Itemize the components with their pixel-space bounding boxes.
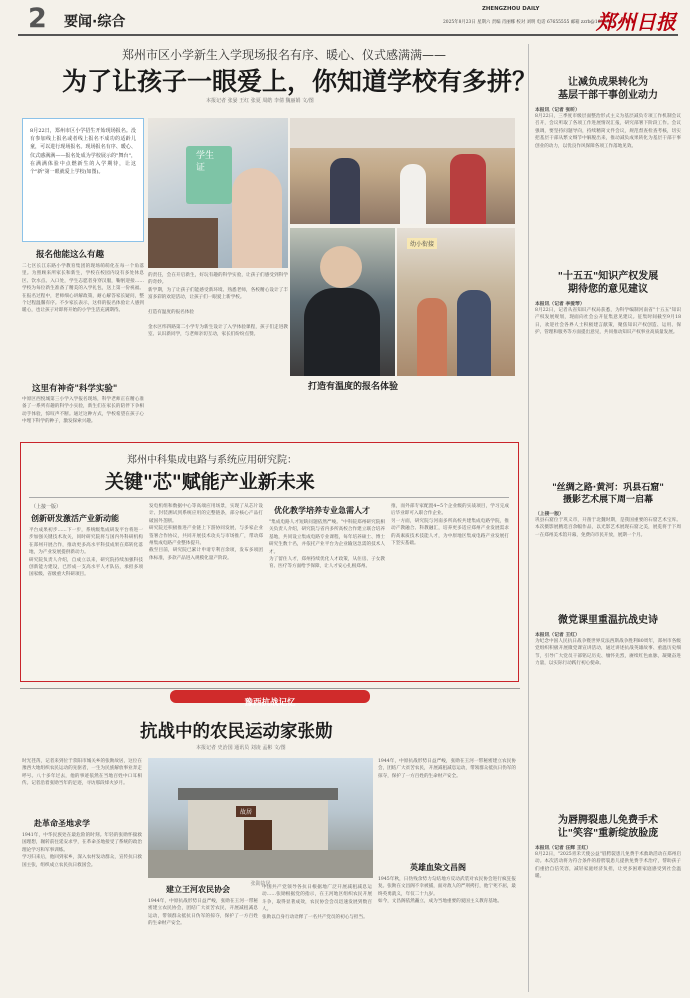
right-sidebar (528, 44, 680, 992)
page-number: 2 (28, 3, 47, 34)
lead-body-2: 中原区西悦城第三小学入学报名现场，科学老师正在精心准备了一系列有趣的科学小实验，新生们在家长的陪伴下争相动手体验，惊叹声不断。通过这种方式，学校希望在孩子心中埋下科学的种子，激发探索兴趣。 (22, 397, 144, 425)
farmer-photo (148, 758, 373, 878)
lead-summary-box (22, 118, 144, 242)
sidebar-item-0-body: 8月22日，三季度市级层面整治形式主义为基层减负专项工作机制会议召开，会议听取了各项工作进展情况汇报，研究部署下阶段工作。会议强调，要坚持问题导向，持续精简文件会议，规范督查检查考核，切实把基层干部从繁文缛节中解脱出来，推动减负成果转化为基层干部干事创业的动力，以优良作风保障各项工作落地见效。 (535, 114, 681, 149)
farmer-body-2: 1944年，中原抗战形势日益严峻，张勋在王河一带秘密建立农民协会，团结广大贫苦农民，开展减租减息运动，带领群众抵抗日伪军的掠夺，保护了一方百姓的生命财产安全。 (148, 899, 258, 927)
sidebar-item-1-title: "十五五"知识产权发展 期待您的意见建议 (557, 271, 659, 295)
sidebar-item-3-title: 微党课里重温抗战史诗 (558, 615, 658, 626)
farmer-photo-sign: 故居 (236, 806, 256, 817)
farmer-body-3: 1945年秋，日伪残余势力勾结地方反动武装对农民协会进行疯狂报复。张勋在文昌阁不幸被捕，面对敌人的严刑拷打，他宁死不屈，最终英勇就义，年仅二十九岁。 如今，文昌阁依然矗立，成为当地重要的爱国主义教育基地。 (378, 877, 516, 905)
farmer-subhead-2: 建立王河农民协会 (166, 885, 230, 894)
lead-mid-text: 的责任，会在开启新生，好玩有趣的科学实验，让孩子们感受到科学的奇妙。 新学期，为了让孩子们能感受新环境、熟悉老师，各校精心设计了丰富多彩的欢迎活动，让孩子们一眼爱上新学校。 打造有温度的报名体验 金水区纬四路第二小学专为新生设计了入学体验课程，孩子们走进教室、认识新同学，与老师亲切互动，家长们纷纷点赞。 (148, 273, 288, 338)
student-card-label: 学生证 (196, 151, 215, 173)
sidebar-item-1-body: 8月22日，记者从省知识产权局获悉，为科学编制河南省"十五五"知识产权发展规划，现面向社会公开征集意见建议。征集时间截至9月18日，欢迎社会各界人士积极建言献策，聚焦知识产权创造、运用、保护、管理和服务等方面提出意见，共同推动知识产权事业高质量发展。 (535, 308, 681, 336)
sidebar-item-0 (535, 76, 681, 255)
sidebar-item-2-byline: （上接一版） (535, 511, 564, 517)
sidebar-item-1-byline: 本报讯（记者 李爱琴） (535, 301, 585, 307)
sidebar-item-3-body: 为纪念中国人民抗日战争暨世界反法西斯战争胜利80周年，郑州市各级党组织积极开展微党课宣讲活动，通过讲述抗战英雄故事、重温历史细节，引导广大党员干部铭记历史、缅怀先烈，赓续红色血脉，凝聚奋进力量，以实际行动践行初心使命。 (535, 639, 681, 667)
lead-body-1: 二七区长江东路小学教育集团的现场萌萌化在每一个角落里。为照顾来所家长和新生，学校在校园内设有多处休息区、饮水点。入口处，学生志愿者身穿汉服，鞠躬迎接……学校为每位新生准备了精美的入学礼包，送上第一份祝福。在报名过程中，老师细心讲解政策，耐心解答家长疑问，整个过程温馨有序。不少家长表示，这样的报名体验让人感到暖心，也让孩子对即将开始的小学生活充满期待。 (22, 264, 144, 314)
sidebar-item-0-title: 让减负成果转化为 基层干部干事创业动力 (558, 77, 658, 101)
sidebar-item-4-byline: 本报讯（记者 汪辉 王红） (535, 845, 592, 851)
classroom-sign: 幼小衔接 (407, 238, 437, 249)
chip-col-2: 发电机组和数据中心等高端应用场景，实现了从芯片设计、封装测试到系统应用的完整链条，部分核心产品打破国外垄断。 研究院还积极推进产业链上下游协同发展，与多家企业签署合作协议，共同开展技术攻关与市场推广，带动郑州集成电路产业整体提升。 截至目前，研究院已累计申请专利百余项，发布多项团体标准，多款产品进入规模化量产阶段。 (149, 504, 263, 561)
sidebar-item-2-title: "丝绸之路·黄河：巩县石窟" 摄影艺术展下周一启幕 (552, 483, 664, 505)
sidebar-item-3 (535, 614, 681, 798)
date-line: 2025年8月23日 星期六 责编 肖丽娜 校对 刘明 电话 67655555 邮箱 zzrb@163.com (443, 20, 614, 25)
chip-story-box (20, 442, 519, 682)
farmer-right-top: 1944年，中原抗战形势日益严峻，张勋在王河一带秘密建立农民协会，团结广大贫苦农民，开展减租减息运动，带领群众抵抗日伪军的掠夺，保护了一方百姓的生命财产安全。 (378, 759, 516, 779)
lead-headline: 为了让孩子一眼爱上，你知道学校有多拼？ (62, 67, 538, 96)
sidebar-item-4-title: 为唇腭裂患儿免费手术 让"笑容"重新绽放脸庞 (557, 815, 659, 839)
farmer-headline: 抗战中的农民运动家张勋 (140, 722, 333, 742)
paper-english-name: ZHENGZHOU DAILY (482, 6, 540, 12)
lead-subhead-2: 这里有神奇"科学实验" (32, 384, 118, 394)
lead-subhead-1: 报名他能这么有趣 (36, 250, 105, 260)
sidebar-item-4 (535, 814, 681, 987)
lead-photo-teacher (290, 228, 395, 376)
divider-farmer (20, 688, 520, 689)
sidebar-item-1 (535, 270, 681, 467)
chip-headline: 关键"芯"赋能产业新未来 (105, 471, 315, 493)
chip-subhead-1: 创新研发激活产业新动能 (31, 514, 119, 523)
lead-byline: 本报记者 张晏 王红 张夏 周皓 李倩 魏丽娟 文/图 (206, 98, 314, 104)
header-divider (18, 34, 678, 36)
farmer-col-3: 中国共产党领导各抗日根据地广泛开展减租减息运动……张勋根据党的指示，在王河地区组织农民开展斗争，取得显著成效，农民协会会员迅速发展到数百人。 张勋以自身行动诠释了一名共产党员的初心与担当。 (262, 885, 372, 920)
lead-summary: 8月22日，郑州市区小学招生开始现场报名。没有参加线上报名或者线上报名不成功的适龄儿童，可以进行现场报名。现场报名有序、暖心、仪式感满满——报名处成为学校展示的"舞台"，在满满体验中点燃新生的入学期待，让这个"新"第一眼就爱上学校(如图)。 (30, 128, 136, 176)
chip-continued-note: （上接一版） (31, 504, 62, 510)
sidebar-item-4-body: 8月22日，"2025青禾天使公益"唇腭裂患儿免费手术救助活动在郑州启动。本次活动将为符合条件的唇腭裂患儿提供免费手术治疗，帮助孩子们重拾自信笑容，减轻家庭经济负担，让更多困难家庭感受到社会温暖。 (535, 852, 681, 880)
farmer-byline: 本报记者 史治国 通讯员 刘凌 孟彬 文/图 (196, 745, 286, 751)
farmer-photo-caption: 张勋故居 (250, 881, 271, 887)
chip-col-3: "集成电路人才短缺问题依然严峻。"中科院郑州研究院相关负责人介绍，研究院与省内多所高校合作建立联合培养基地，共同设立集成电路专业课程，每年培养硕士、博士研究生数十名，并依托产业平台为企业输送急需的技术人才。 为了留住人才，郑州持续优化人才政策，从住房、子女教育、医疗等方面给予保障，让人才安心扎根郑州。 (269, 520, 385, 570)
chip-subhead-2: 优化教学培养专业急需人才 (274, 506, 370, 515)
lead-photo-student-card (148, 118, 288, 268)
sidebar-item-0-byline: 本报讯（记者 张昕） (535, 107, 580, 113)
farmer-intro: 时光荏苒，记者来到位于荥阳市城关乡的张勋故居，这位在豫西大地组织农民运动的先驱者，一生为民族解放事业奔走呼号。八十多年过去，他的事迹依然在当地百姓中口耳相传。记者沿着张勋当年的足迹，寻访那段烽火岁月。 (22, 759, 142, 787)
farmer-subhead-1: 赴革命圣地求学 (34, 819, 90, 828)
chip-kicker: 郑州中科集成电路与系统应用研究院： (127, 455, 297, 466)
sidebar-item-3-byline: 本报讯（记者 王红） (535, 632, 580, 638)
sidebar-item-2 (535, 482, 681, 573)
section-title: 要闻·综合 (64, 14, 126, 30)
lead-photo-classroom (397, 228, 515, 376)
farmer-body-1: 1941年，中华民族处在最危险的时刻。年轻的张勋怀揣救国理想，辗转前往延安求学，在革命圣地接受了系统的政治理论学习和军事训练。 学习归来后，他回到家乡，深入农村发动群众，宣传抗日救国主张，组织成立农民抗日救国会。 (22, 833, 142, 868)
lead-subhead-3: 打造有温度的报名体验 (308, 382, 399, 392)
section-tag: 豫西抗战记忆 (244, 698, 296, 708)
newspaper-logo: 郑州日报 (596, 10, 676, 34)
sidebar-item-2-body: 巩县石窟位于巩义市，开凿于北魏时期，是我国重要的石窟艺术宝库。本次摄影展精选百余幅作品，以光影艺术展现石窟之美，展览将于下周一在郑州美术馆开幕，免费向市民开放，展期一个月。 (535, 518, 681, 538)
farmer-subhead-3: 英雄血染文昌阁 (410, 863, 466, 872)
masthead (0, 0, 690, 36)
chip-col-4: 推，而外部专家配置4~5个企业级的实战项目，学习完成后毕业即可入职合作企业。 另一方面，研究院与河南多所高校共建集成电路学院，推动产教融合、科教融汇，培养更多适应郑州产业发展需求的高素质技术技能人才，为中原地区集成电路产业发展打下坚实基础。 (391, 504, 509, 547)
chip-body-1: 平台成果初步……下一步，系统级集成研发平台将进一步加强关键技术攻关，同时研究院将与国内外科研机构在郑州开展合作，推动更多高水平科技成果在郑转化落地，为产业发展提供新动力。 研究院负责人介绍，自成立以来，研究院持续加强科技创新能力建设，已形成一支高水平人才队伍，承担多项国家级、省级重大科研项目。 (29, 528, 143, 578)
section-tag-banner (170, 690, 370, 708)
lead-photo-school-event (290, 118, 515, 224)
lead-kicker: 郑州市区小学新生入学现场报名有序、暖心、仪式感满满—— (122, 48, 447, 62)
